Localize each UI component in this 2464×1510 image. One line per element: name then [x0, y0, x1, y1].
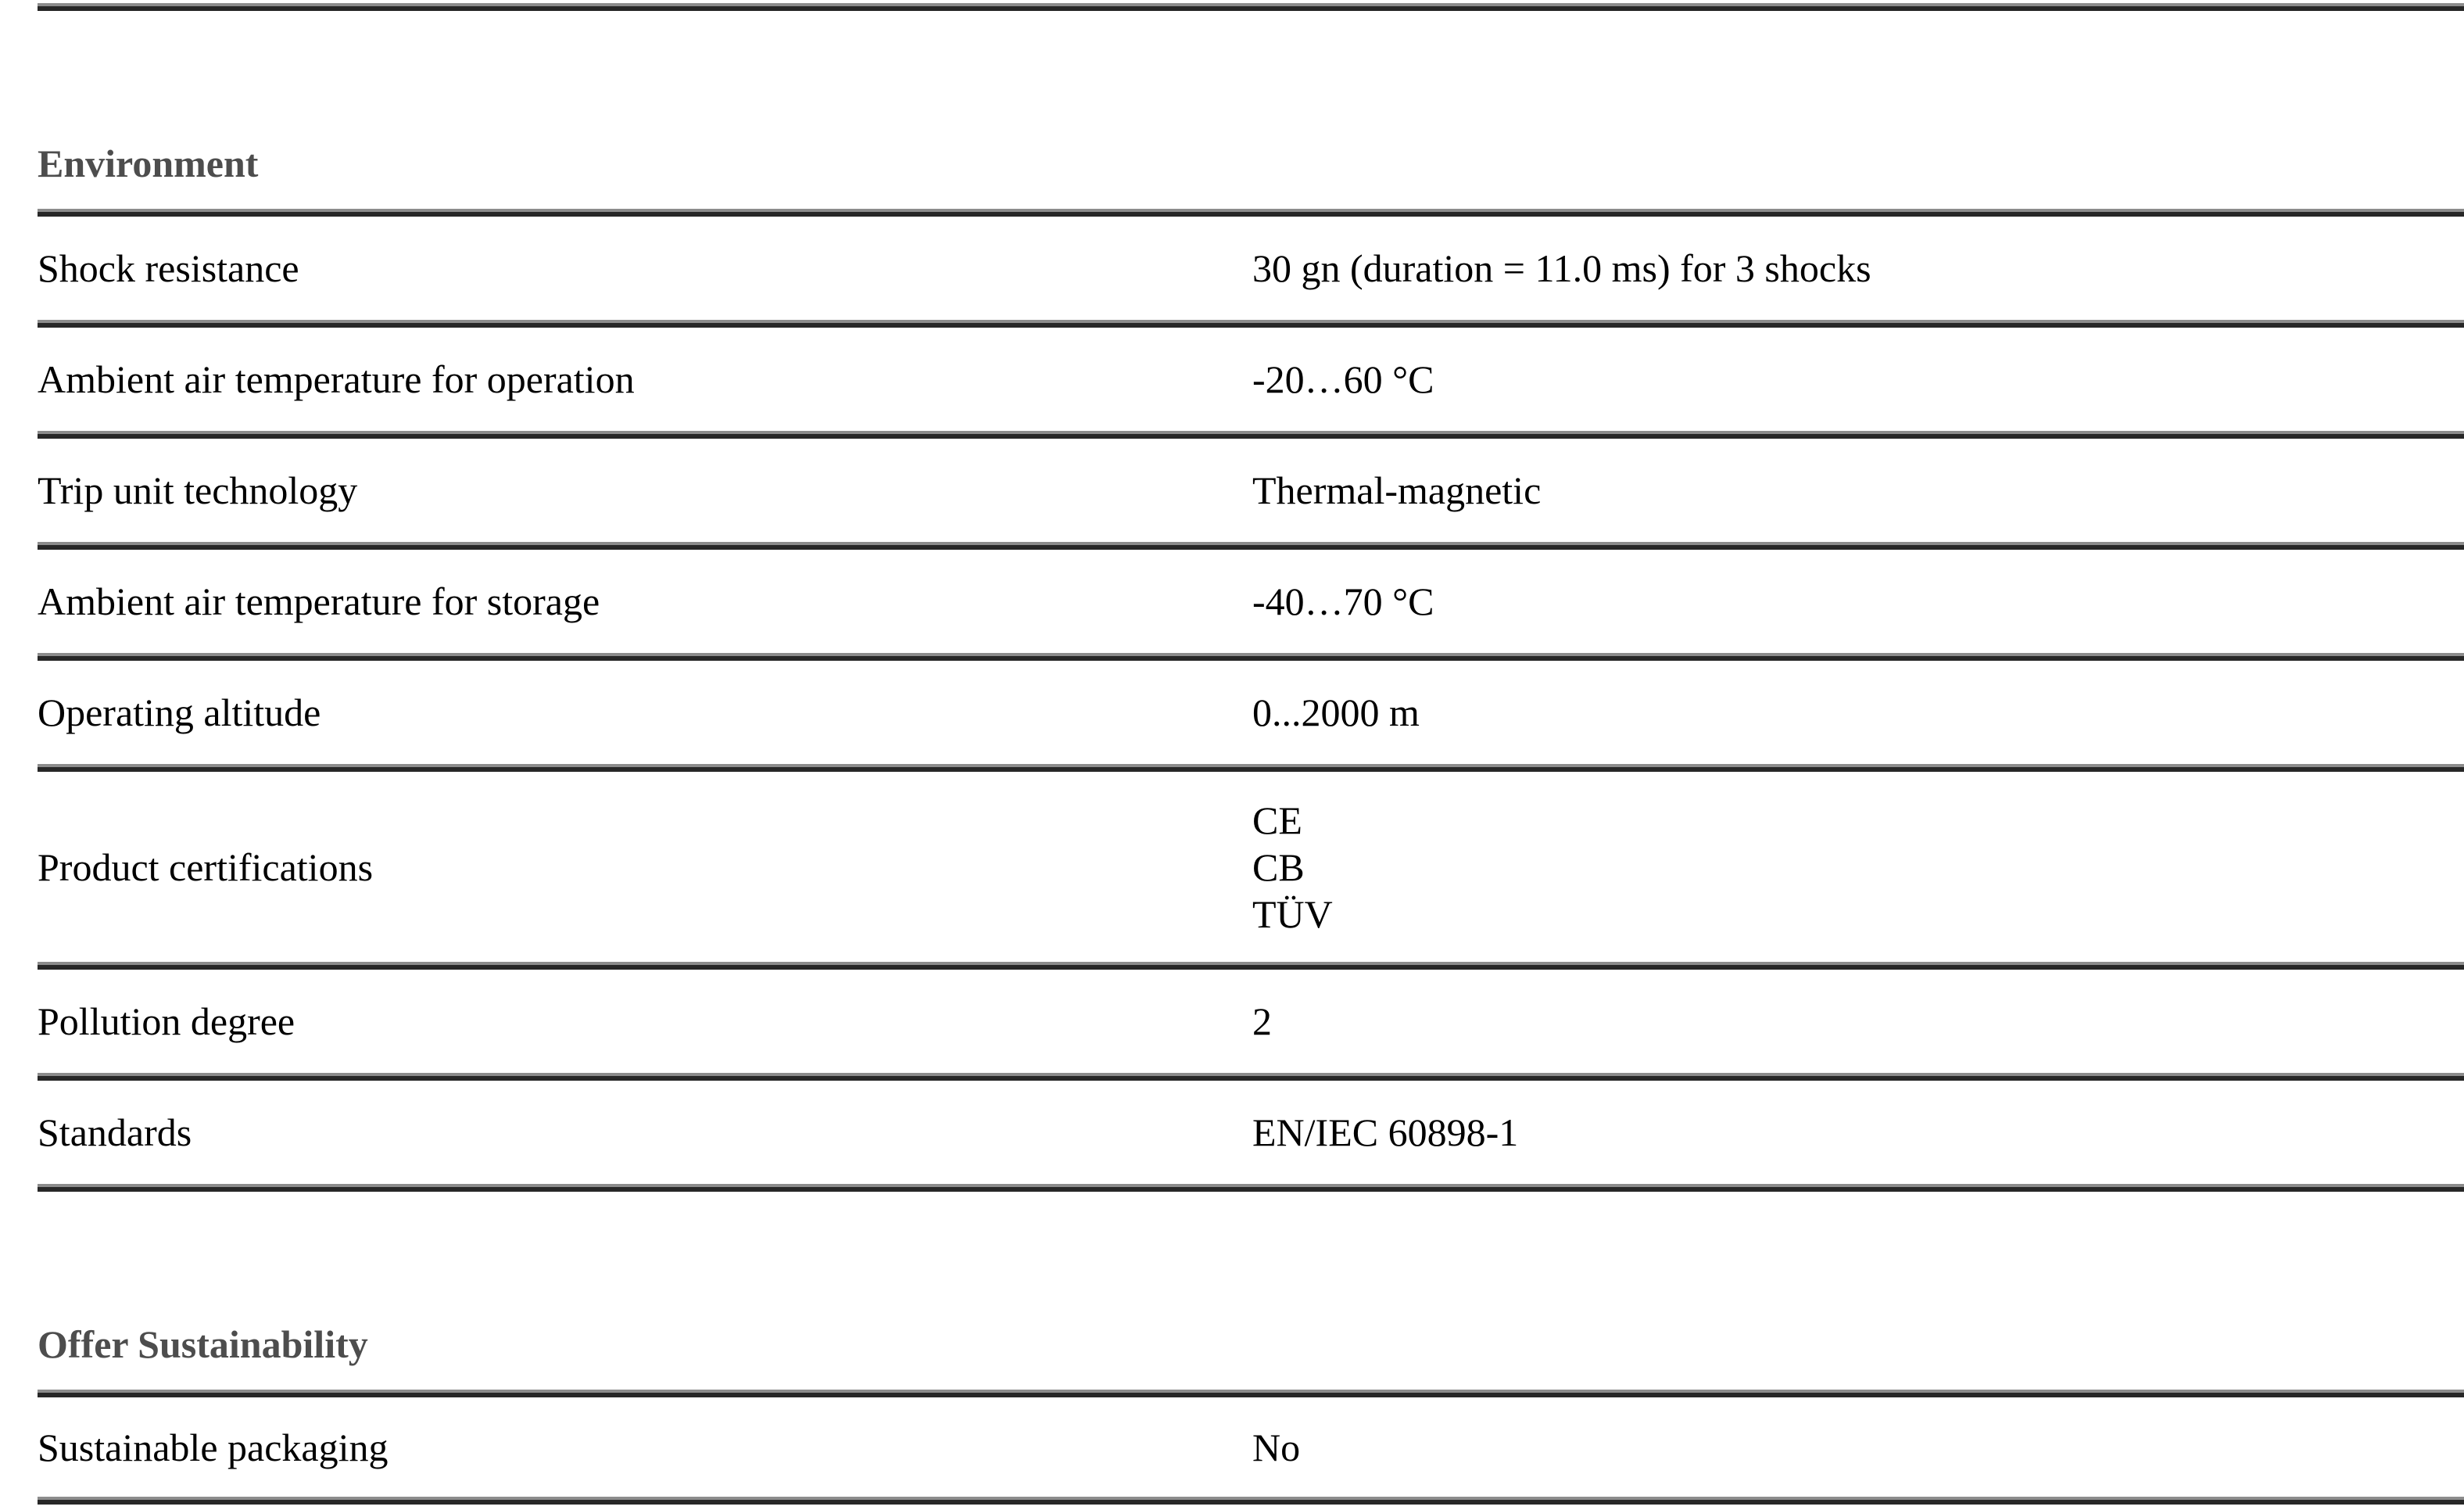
row-rule: [38, 320, 2464, 328]
section-rows: [0, 1397, 2464, 1505]
spec-value-line: 30 gn (duration = 11.0 ms) for 3 shocks: [1252, 246, 1871, 290]
spec-value: [1252, 356, 2464, 403]
row-rule: [38, 1073, 2464, 1081]
spec-value-line: CE: [1252, 798, 1302, 842]
sections-container: [0, 11, 2464, 1505]
spec-value: [1252, 1109, 2464, 1156]
spec-value-line: 2: [1252, 999, 1272, 1043]
spec-value-line: No: [1252, 1425, 1301, 1469]
section-header-rule: [38, 1390, 2464, 1397]
section-title: Environment: [38, 142, 259, 185]
spec-value: [1252, 245, 2464, 292]
section-header: [0, 11, 2464, 209]
table-row: [0, 1397, 2464, 1497]
section-header: [0, 1192, 2464, 1390]
spec-value-line: Thermal-magnetic: [1252, 468, 1542, 512]
section-header-rule: [38, 209, 2464, 217]
table-row: [0, 661, 2464, 764]
spec-label: Standards: [38, 1110, 192, 1154]
section-rows: [0, 217, 2464, 1192]
spec-value: [1252, 998, 2464, 1045]
spec-label: Ambient air temperature for storage: [38, 579, 600, 623]
spec-value-line: -20…60 °C: [1252, 357, 1434, 401]
spec-value: [1252, 467, 2464, 514]
spec-value: [1252, 1424, 2464, 1471]
spec-label: Sustainable packaging: [38, 1425, 389, 1469]
spec-value: [1252, 689, 2464, 736]
table-row: [0, 772, 2464, 962]
spec-value-line: CB: [1252, 845, 1305, 889]
table-row: [0, 217, 2464, 320]
table-row: [0, 328, 2464, 431]
spec-section: [0, 1192, 2464, 1505]
spec-value-line: TÜV: [1252, 891, 1333, 936]
row-rule: [38, 431, 2464, 439]
spec-label: Product certifications: [38, 845, 374, 889]
spec-value-line: EN/IEC 60898-1: [1252, 1110, 1519, 1154]
spec-section: [0, 11, 2464, 1192]
table-row: [0, 550, 2464, 653]
spec-value-line: -40…70 °C: [1252, 579, 1434, 623]
row-rule: [38, 1184, 2464, 1192]
spec-value-line: 0...2000 m: [1252, 690, 1420, 734]
spec-value: [1252, 578, 2464, 625]
spec-label: Ambient air temperature for operation: [38, 357, 635, 401]
spec-label: Operating altitude: [38, 690, 321, 734]
table-row: [0, 970, 2464, 1073]
table-row: [0, 439, 2464, 542]
row-rule: [38, 542, 2464, 550]
spec-label: Pollution degree: [38, 999, 295, 1043]
row-rule: [38, 1497, 2464, 1505]
row-rule: [38, 764, 2464, 772]
top-rule: [38, 3, 2464, 11]
spec-label: Shock resistance: [38, 246, 299, 290]
spec-label: Trip unit technology: [38, 468, 358, 512]
section-title: Offer Sustainability: [38, 1322, 368, 1366]
row-rule: [38, 653, 2464, 661]
row-rule: [38, 962, 2464, 970]
spec-value: [1252, 797, 2464, 938]
table-row: [0, 1081, 2464, 1184]
